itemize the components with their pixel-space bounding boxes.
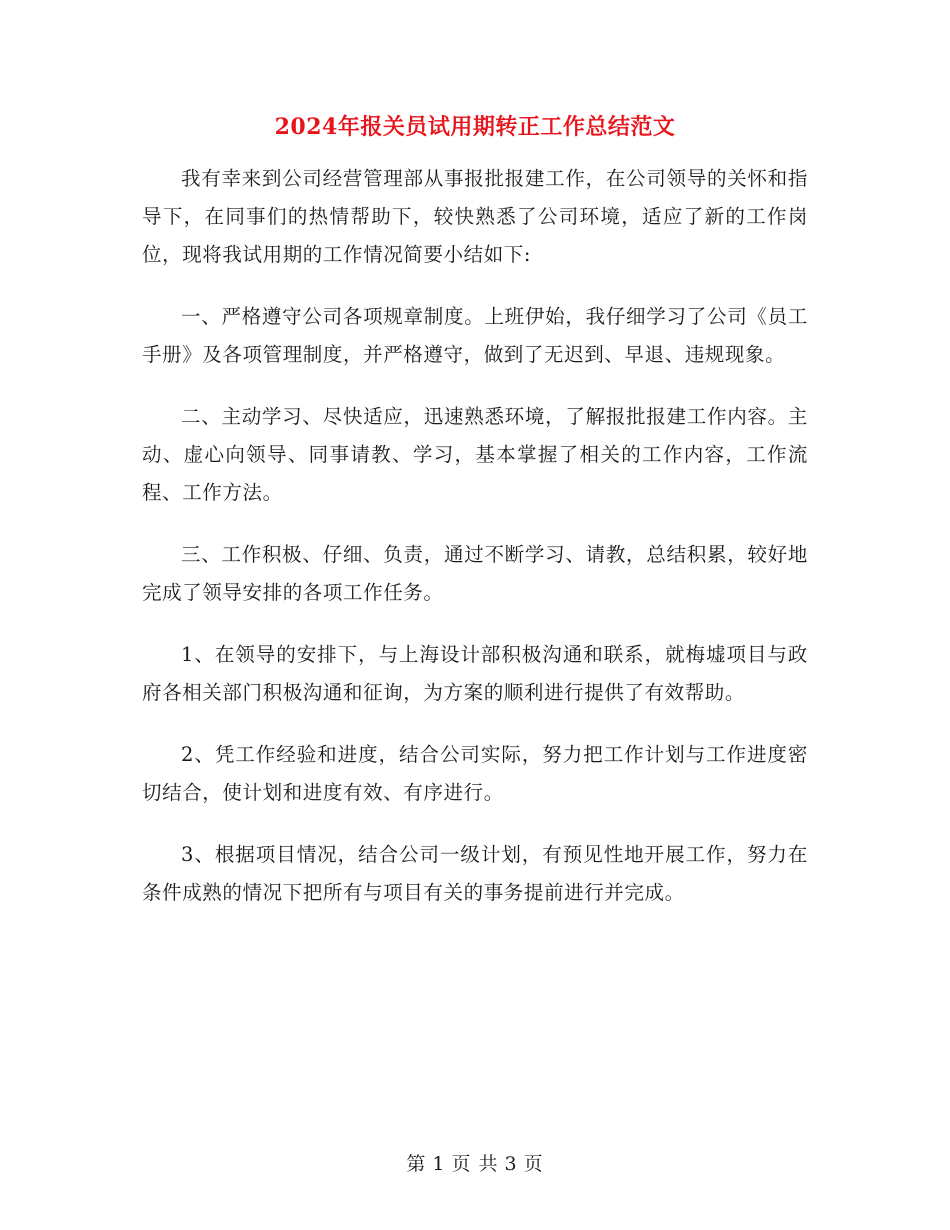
paragraph-section-3: 三、工作积极、仔细、负责，通过不断学习、请教，总结积累，较好地完成了领导安排的各项工作任务。 bbox=[142, 543, 808, 604]
paragraph-item-1: 1、在领导的安排下，与上海设计部积极沟通和联系，就梅墟项目与政府各相关部门积极沟通和征询，为方案的顺利进行提供了有效帮助。 bbox=[142, 643, 808, 704]
paragraph-intro: 我有幸来到公司经营管理部从事报批报建工作，在公司领导的关怀和指导下，在同事们的热情帮助下，较快熟悉了公司环境，适应了新的工作岗位，现将我试用期的工作情况简要小结如下: bbox=[142, 167, 808, 266]
page-number-footer bbox=[0, 1150, 950, 1178]
page-label-prefix: 第 bbox=[406, 1153, 427, 1175]
page-label-mid: 页 共 bbox=[451, 1153, 499, 1175]
paragraph-item-2: 2、凭工作经验和进度，结合公司实际，努力把工作计划与工作进度密切结合，使计划和进度有效、有序进行。 bbox=[142, 743, 808, 804]
document-title: 2024年报关员试用期转正工作总结范文 bbox=[274, 114, 676, 140]
total-pages-number: 3 bbox=[504, 1153, 518, 1175]
paragraph-section-1: 一、严格遵守公司各项规章制度。上班伊始，我仔细学习了公司《员工手册》及各项管理制度，并严格遵守，做到了无迟到、早退、违规现象。 bbox=[142, 305, 808, 366]
page-label-suffix: 页 bbox=[523, 1153, 544, 1175]
document-body bbox=[142, 160, 808, 936]
current-page-number: 1 bbox=[432, 1153, 446, 1175]
paragraph-item-3: 3、根据项目情况，结合公司一级计划，有预见性地开展工作，努力在条件成熟的情况下把所有与项目有关的事务提前进行并完成。 bbox=[142, 843, 808, 904]
paragraph-section-2: 二、主动学习、尽快适应，迅速熟悉环境，了解报批报建工作内容。主动、虚心向领导、同事请教、学习，基本掌握了相关的工作内容，工作流程、工作方法。 bbox=[142, 405, 808, 504]
